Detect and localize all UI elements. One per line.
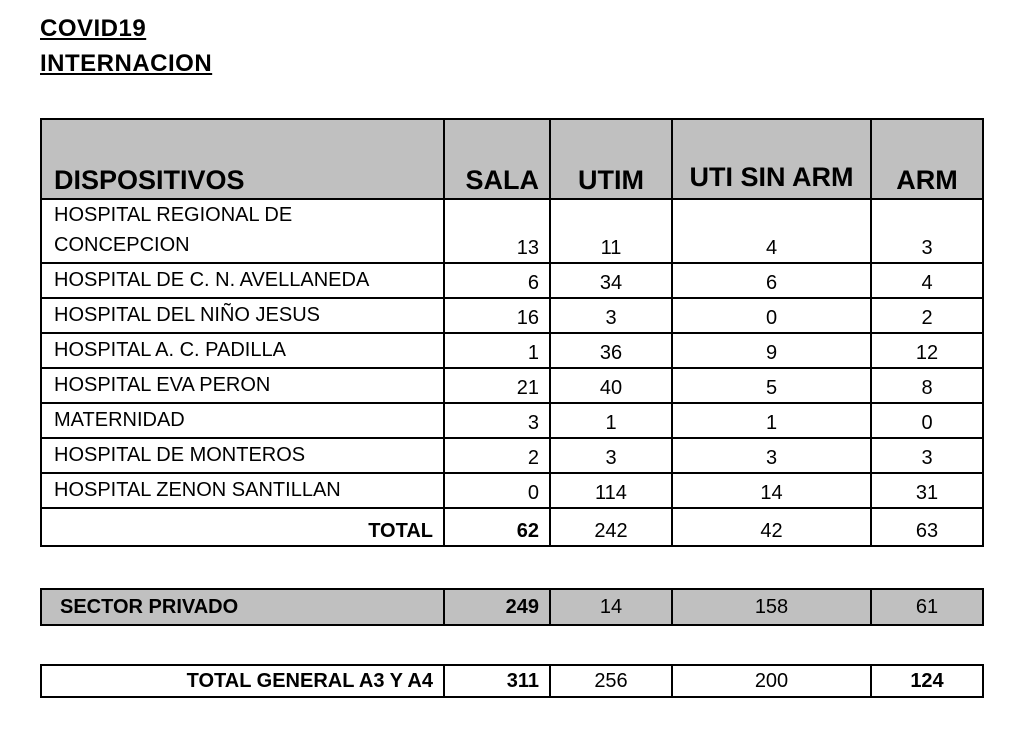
total-general-table <box>40 664 984 698</box>
hospital-name: HOSPITAL EVA PERON <box>41 368 444 403</box>
header-uti-sin-arm: UTI SIN ARM <box>672 119 871 199</box>
table-row <box>41 263 983 298</box>
uti-sin-arm-value: 1 <box>672 403 871 438</box>
uti-sin-arm-value: 3 <box>672 438 871 473</box>
privado-arm: 61 <box>871 589 983 625</box>
utim-value: 1 <box>550 403 672 438</box>
sala-value: 6 <box>444 263 550 298</box>
privado-utim: 14 <box>550 589 672 625</box>
uti-sin-arm-value: 6 <box>672 263 871 298</box>
header-utim: UTIM <box>550 119 672 199</box>
arm-value: 0 <box>871 403 983 438</box>
table-row <box>41 368 983 403</box>
general-arm: 124 <box>871 665 983 697</box>
hospital-name: HOSPITAL DE C. N. AVELLANEDA <box>41 263 444 298</box>
sala-value: 0 <box>444 473 550 508</box>
privado-label: SECTOR PRIVADO <box>41 589 444 625</box>
privado-sala: 249 <box>444 589 550 625</box>
utim-value: 3 <box>550 298 672 333</box>
sala-value: 21 <box>444 368 550 403</box>
header-sala: SALA <box>444 119 550 199</box>
arm-value: 12 <box>871 333 983 368</box>
header-dispositivos: DISPOSITIVOS <box>41 119 444 199</box>
table-row <box>41 333 983 368</box>
total-arm: 63 <box>871 508 983 546</box>
sala-value: 3 <box>444 403 550 438</box>
arm-value: 4 <box>871 263 983 298</box>
hospital-name: HOSPITAL A. C. PADILLA <box>41 333 444 368</box>
sala-value: 2 <box>444 438 550 473</box>
table-row <box>41 403 983 438</box>
arm-value: 31 <box>871 473 983 508</box>
arm-value: 2 <box>871 298 983 333</box>
privado-uti-sin-arm: 158 <box>672 589 871 625</box>
table-row <box>41 199 983 263</box>
table-row <box>41 298 983 333</box>
total-general-row <box>41 665 983 697</box>
hospital-name: HOSPITAL REGIONAL DE CONCEPCION <box>41 199 444 263</box>
arm-value: 3 <box>871 438 983 473</box>
table-row <box>41 473 983 508</box>
utim-value: 3 <box>550 438 672 473</box>
uti-sin-arm-value: 4 <box>672 199 871 263</box>
hospital-name: HOSPITAL DEL NIÑO JESUS <box>41 298 444 333</box>
general-uti-sin-arm: 200 <box>672 665 871 697</box>
total-utim: 242 <box>550 508 672 546</box>
table-row <box>41 438 983 473</box>
hospital-name: MATERNIDAD <box>41 403 444 438</box>
hospital-name: HOSPITAL DE MONTEROS <box>41 438 444 473</box>
utim-value: 11 <box>550 199 672 263</box>
title-internacion: INTERNACION <box>40 50 213 77</box>
general-sala: 311 <box>444 665 550 697</box>
sala-value: 13 <box>444 199 550 263</box>
general-utim: 256 <box>550 665 672 697</box>
sector-privado-row <box>41 589 983 625</box>
arm-value: 3 <box>871 199 983 263</box>
hospital-rows <box>41 199 983 546</box>
hospital-table <box>40 118 984 547</box>
total-row <box>41 508 983 546</box>
total-label: TOTAL <box>41 508 444 546</box>
sala-value: 16 <box>444 298 550 333</box>
hospital-name: HOSPITAL ZENON SANTILLAN <box>41 473 444 508</box>
utim-value: 36 <box>550 333 672 368</box>
uti-sin-arm-value: 0 <box>672 298 871 333</box>
utim-value: 114 <box>550 473 672 508</box>
sala-value: 1 <box>444 333 550 368</box>
utim-value: 40 <box>550 368 672 403</box>
title-covid19: COVID19 <box>40 15 147 42</box>
total-sala: 62 <box>444 508 550 546</box>
arm-value: 8 <box>871 368 983 403</box>
utim-value: 34 <box>550 263 672 298</box>
sector-privado-table <box>40 588 984 626</box>
uti-sin-arm-value: 14 <box>672 473 871 508</box>
header-arm: ARM <box>871 119 983 199</box>
uti-sin-arm-value: 5 <box>672 368 871 403</box>
general-label: TOTAL GENERAL A3 Y A4 <box>41 665 444 697</box>
uti-sin-arm-value: 9 <box>672 333 871 368</box>
total-uti-sin-arm: 42 <box>672 508 871 546</box>
